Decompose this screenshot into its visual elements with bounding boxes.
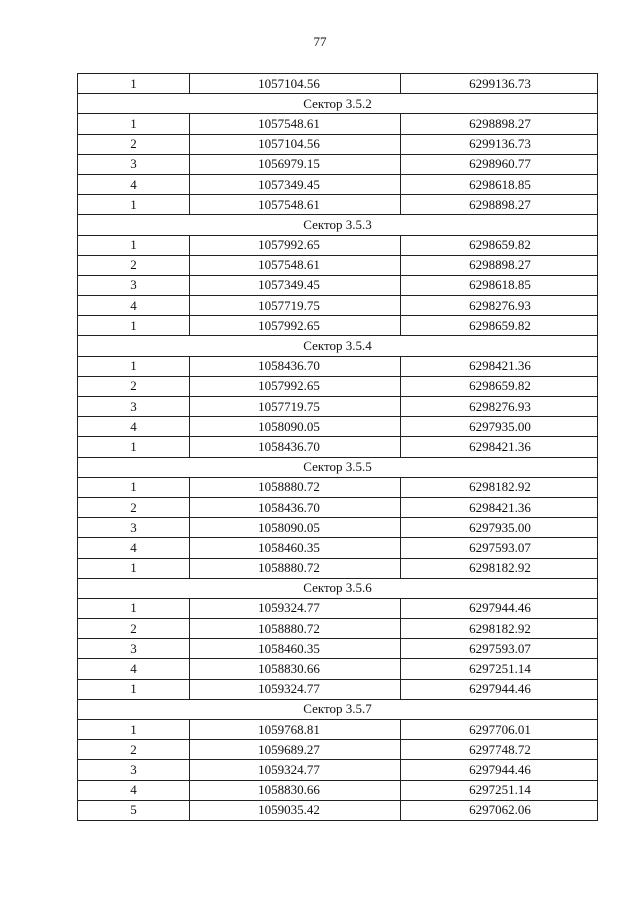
y-coordinate-cell: 6297944.46 <box>401 760 598 780</box>
x-coordinate-cell: 1057992.65 <box>190 235 401 255</box>
point-number-cell: 5 <box>78 800 190 820</box>
table-row <box>78 679 598 699</box>
x-coordinate-cell: 1058436.70 <box>190 437 401 457</box>
x-coordinate-cell: 1057104.56 <box>190 74 401 94</box>
x-coordinate-cell: 1057349.45 <box>190 275 401 295</box>
y-coordinate-cell: 6297706.01 <box>401 720 598 740</box>
x-coordinate-cell: 1058830.66 <box>190 780 401 800</box>
point-number-cell: 4 <box>78 417 190 437</box>
table-row <box>78 417 598 437</box>
table-row <box>78 518 598 538</box>
y-coordinate-cell: 6298182.92 <box>401 558 598 578</box>
table-row <box>78 114 598 134</box>
point-number-cell: 2 <box>78 255 190 275</box>
sector-header-row <box>78 215 598 235</box>
point-number-cell: 2 <box>78 376 190 396</box>
table-row <box>78 740 598 760</box>
y-coordinate-cell: 6298659.82 <box>401 376 598 396</box>
x-coordinate-cell: 1057104.56 <box>190 134 401 154</box>
sector-title: Сектор 3.5.7 <box>78 699 598 719</box>
sector-header-row <box>78 699 598 719</box>
table-row <box>78 74 598 94</box>
x-coordinate-cell: 1058460.35 <box>190 538 401 558</box>
y-coordinate-cell: 6298618.85 <box>401 174 598 194</box>
table-row <box>78 134 598 154</box>
table-row <box>78 780 598 800</box>
x-coordinate-cell: 1058436.70 <box>190 356 401 376</box>
table-row <box>78 497 598 517</box>
table-row <box>78 760 598 780</box>
y-coordinate-cell: 6297935.00 <box>401 417 598 437</box>
y-coordinate-cell: 6298421.36 <box>401 497 598 517</box>
x-coordinate-cell: 1058880.72 <box>190 558 401 578</box>
x-coordinate-cell: 1059324.77 <box>190 760 401 780</box>
x-coordinate-cell: 1059035.42 <box>190 800 401 820</box>
point-number-cell: 2 <box>78 619 190 639</box>
point-number-cell: 1 <box>78 235 190 255</box>
y-coordinate-cell: 6298659.82 <box>401 316 598 336</box>
y-coordinate-cell: 6298276.93 <box>401 397 598 417</box>
table-row <box>78 720 598 740</box>
y-coordinate-cell: 6297935.00 <box>401 518 598 538</box>
table-row <box>78 437 598 457</box>
point-number-cell: 3 <box>78 397 190 417</box>
table-row <box>78 659 598 679</box>
x-coordinate-cell: 1058436.70 <box>190 497 401 517</box>
table-row <box>78 296 598 316</box>
point-number-cell: 1 <box>78 195 190 215</box>
sector-title: Сектор 3.5.5 <box>78 457 598 477</box>
table-row <box>78 316 598 336</box>
point-number-cell: 1 <box>78 558 190 578</box>
x-coordinate-cell: 1059768.81 <box>190 720 401 740</box>
table-row <box>78 275 598 295</box>
point-number-cell: 1 <box>78 598 190 618</box>
coordinates-table-body <box>78 74 598 821</box>
table-row <box>78 800 598 820</box>
x-coordinate-cell: 1059324.77 <box>190 679 401 699</box>
point-number-cell: 1 <box>78 356 190 376</box>
table-row <box>78 619 598 639</box>
x-coordinate-cell: 1057992.65 <box>190 316 401 336</box>
y-coordinate-cell: 6298898.27 <box>401 195 598 215</box>
sector-title: Сектор 3.5.3 <box>78 215 598 235</box>
sector-header-row <box>78 578 598 598</box>
x-coordinate-cell: 1057349.45 <box>190 174 401 194</box>
sector-title: Сектор 3.5.4 <box>78 336 598 356</box>
table-row <box>78 255 598 275</box>
point-number-cell: 3 <box>78 154 190 174</box>
point-number-cell: 3 <box>78 518 190 538</box>
point-number-cell: 3 <box>78 275 190 295</box>
y-coordinate-cell: 6297593.07 <box>401 639 598 659</box>
y-coordinate-cell: 6297944.46 <box>401 679 598 699</box>
x-coordinate-cell: 1056979.15 <box>190 154 401 174</box>
point-number-cell: 4 <box>78 538 190 558</box>
point-number-cell: 3 <box>78 639 190 659</box>
table-row <box>78 356 598 376</box>
table-row <box>78 477 598 497</box>
x-coordinate-cell: 1058880.72 <box>190 477 401 497</box>
point-number-cell: 1 <box>78 114 190 134</box>
x-coordinate-cell: 1057548.61 <box>190 114 401 134</box>
table-row <box>78 154 598 174</box>
sector-title: Сектор 3.5.2 <box>78 94 598 114</box>
x-coordinate-cell: 1057548.61 <box>190 195 401 215</box>
point-number-cell: 1 <box>78 679 190 699</box>
y-coordinate-cell: 6298898.27 <box>401 255 598 275</box>
y-coordinate-cell: 6297062.06 <box>401 800 598 820</box>
point-number-cell: 2 <box>78 497 190 517</box>
table-row <box>78 538 598 558</box>
point-number-cell: 4 <box>78 296 190 316</box>
y-coordinate-cell: 6298618.85 <box>401 275 598 295</box>
point-number-cell: 1 <box>78 437 190 457</box>
y-coordinate-cell: 6298421.36 <box>401 356 598 376</box>
point-number-cell: 4 <box>78 780 190 800</box>
page-number: 77 <box>313 34 327 49</box>
coordinates-table <box>77 73 598 821</box>
table-row <box>78 639 598 659</box>
table-row <box>78 235 598 255</box>
point-number-cell: 2 <box>78 134 190 154</box>
x-coordinate-cell: 1057992.65 <box>190 376 401 396</box>
y-coordinate-cell: 6298182.92 <box>401 477 598 497</box>
y-coordinate-cell: 6298276.93 <box>401 296 598 316</box>
y-coordinate-cell: 6298960.77 <box>401 154 598 174</box>
table-row <box>78 397 598 417</box>
point-number-cell: 2 <box>78 740 190 760</box>
x-coordinate-cell: 1058460.35 <box>190 639 401 659</box>
sector-header-row <box>78 94 598 114</box>
y-coordinate-cell: 6297251.14 <box>401 780 598 800</box>
point-number-cell: 4 <box>78 659 190 679</box>
point-number-cell: 1 <box>78 316 190 336</box>
x-coordinate-cell: 1059324.77 <box>190 598 401 618</box>
x-coordinate-cell: 1058880.72 <box>190 619 401 639</box>
sector-header-row <box>78 457 598 477</box>
sector-header-row <box>78 336 598 356</box>
y-coordinate-cell: 6298659.82 <box>401 235 598 255</box>
table-row <box>78 195 598 215</box>
y-coordinate-cell: 6297944.46 <box>401 598 598 618</box>
y-coordinate-cell: 6297593.07 <box>401 538 598 558</box>
y-coordinate-cell: 6299136.73 <box>401 134 598 154</box>
point-number-cell: 4 <box>78 174 190 194</box>
sector-title: Сектор 3.5.6 <box>78 578 598 598</box>
table-row <box>78 376 598 396</box>
x-coordinate-cell: 1058830.66 <box>190 659 401 679</box>
y-coordinate-cell: 6299136.73 <box>401 74 598 94</box>
y-coordinate-cell: 6297251.14 <box>401 659 598 679</box>
point-number-cell: 1 <box>78 720 190 740</box>
point-number-cell: 1 <box>78 74 190 94</box>
x-coordinate-cell: 1059689.27 <box>190 740 401 760</box>
x-coordinate-cell: 1058090.05 <box>190 417 401 437</box>
y-coordinate-cell: 6298421.36 <box>401 437 598 457</box>
point-number-cell: 1 <box>78 477 190 497</box>
point-number-cell: 3 <box>78 760 190 780</box>
y-coordinate-cell: 6297748.72 <box>401 740 598 760</box>
table-row <box>78 558 598 578</box>
y-coordinate-cell: 6298182.92 <box>401 619 598 639</box>
x-coordinate-cell: 1057719.75 <box>190 397 401 417</box>
table-row <box>78 598 598 618</box>
x-coordinate-cell: 1058090.05 <box>190 518 401 538</box>
y-coordinate-cell: 6298898.27 <box>401 114 598 134</box>
x-coordinate-cell: 1057719.75 <box>190 296 401 316</box>
table-row <box>78 174 598 194</box>
x-coordinate-cell: 1057548.61 <box>190 255 401 275</box>
